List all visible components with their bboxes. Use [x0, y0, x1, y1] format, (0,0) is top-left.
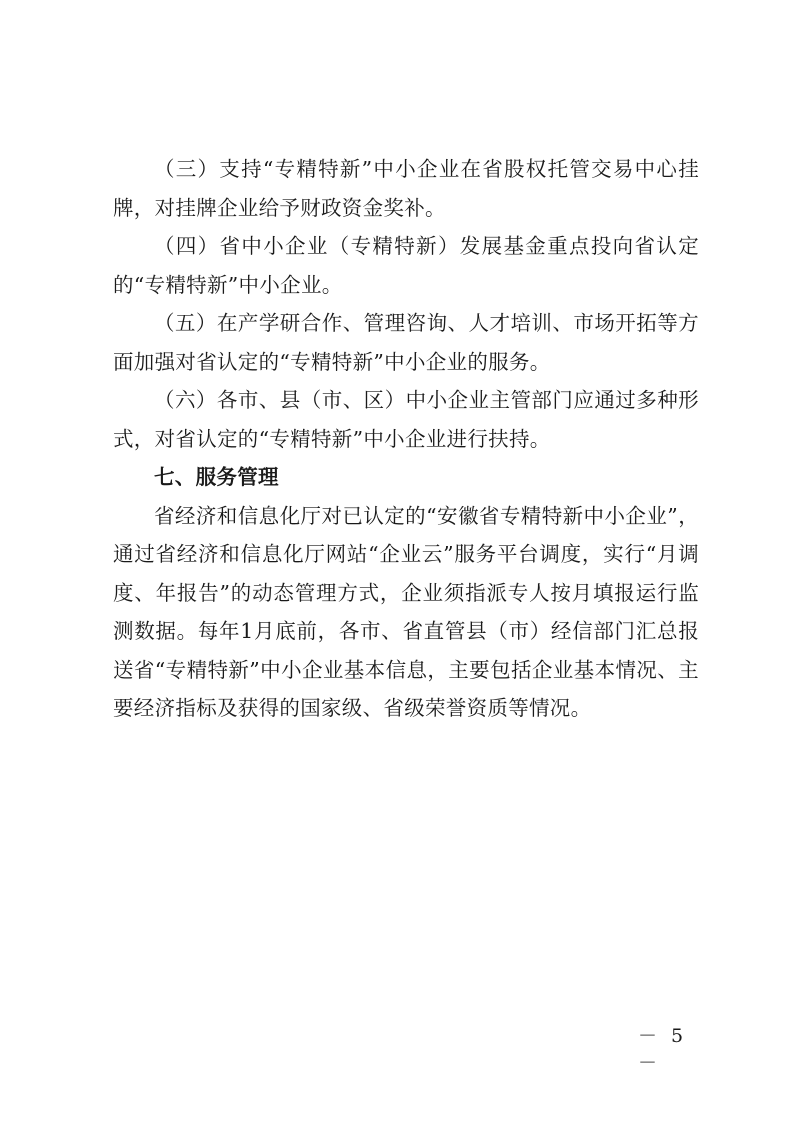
paragraph-development-fund: （四）省中小企业（专精特新）发展基金重点投向省认定的“专精特新”中小企业。 [113, 234, 699, 297]
paragraph-support-listing: （三）支持“专精特新”中小企业在省股权托管交易中心挂牌，对挂牌企业给予财政资金奖补。 [113, 157, 699, 220]
paragraph-service-management: 省经济和信息化厅对已认定的“安徽省专精特新中小企业”，通过省经济和信息化厅网站“企业云”服务平台调度，实行“月调度、年报告”的动态管理方式，企业须指派专人按月填报运行监测数据。每年1月底前，各市、省直管县（市）经信部门汇总报送省“专精特新”中小企业基本信息，主要包括企业基本情况、主要经济指标及获得的国家级、省级荣誉资质等情况。 [113, 503, 699, 720]
paragraph-services: （五）在产学研合作、管理咨询、人才培训、市场开拓等方面加强对省认定的“专精特新”中小企业的服务。 [113, 311, 699, 374]
document-body [113, 150, 699, 728]
section-heading-service-management: 七、服务管理 [154, 465, 279, 489]
page-number: － 5 － [638, 1025, 688, 1074]
paragraph-local-support: （六）各市、县（市、区）中小企业主管部门应通过多种形式，对省认定的“专精特新”中小企业进行扶持。 [113, 388, 699, 451]
